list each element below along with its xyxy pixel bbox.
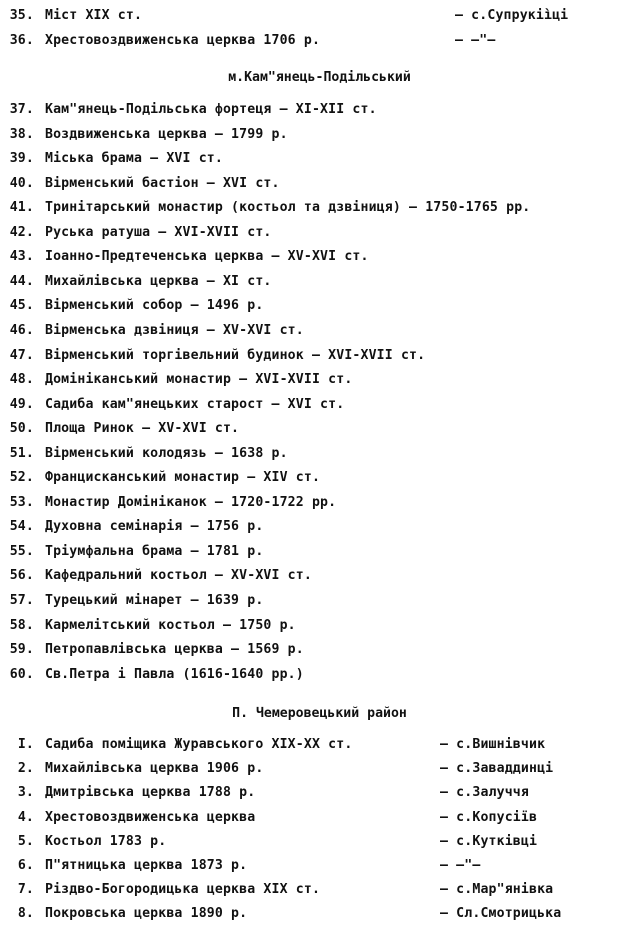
item-text: Дмитрівська церква 1788 р. [45, 785, 256, 801]
item-text: Св.Петра і Павла (1616-1640 рр.) [45, 666, 304, 682]
item-text: Хрестовоздвиженська церква 1706 р. [45, 33, 321, 48]
item-location: – с.Вишнівчик [440, 737, 546, 752]
item-text: Вірменський собор – 1496 р. [45, 298, 264, 314]
item-text: Вірменський бастіон – XVI ст. [45, 175, 280, 191]
item-number: 45. [9, 298, 34, 314]
item-number: 36. [9, 33, 34, 48]
item-text: П"ятницька церква 1873 р. [45, 858, 248, 873]
item-text: Кафедральний костьол – XV-XVI ст. [45, 568, 312, 584]
item-location: – с.Мар"янівка [440, 882, 554, 898]
item-text: Кармелітський костьол – 1750 р. [45, 617, 296, 633]
item-location: – с.Супрукіìці [455, 8, 569, 23]
item-number: 49. [9, 396, 34, 412]
item-number: 38. [9, 126, 34, 142]
item-number: I. [17, 737, 34, 752]
item-number: 7. [17, 882, 34, 898]
item-text: Монастир Домініканок – 1720-1722 рр. [45, 494, 337, 510]
item-number: 51. [9, 445, 34, 461]
item-text: Михайлівська церква 1906 р. [45, 761, 264, 777]
item-number: 47. [9, 347, 34, 363]
item-number: 44. [9, 273, 34, 289]
item-number: 55. [9, 543, 34, 559]
item-number: 2. [17, 761, 34, 777]
item-number: 53. [9, 494, 34, 510]
item-number: 52. [9, 470, 34, 486]
item-text: Покровська церква 1890 р. [45, 906, 248, 922]
item-location: – с.Кутківці [440, 833, 538, 849]
item-number: 43. [9, 249, 34, 265]
item-number: 56. [9, 568, 34, 584]
item-text: Садиба поміщика Журавського XIX-XX ст. [45, 737, 353, 752]
item-number: 5. [17, 833, 34, 849]
item-text: Францисканський монастир – XIV ст. [45, 470, 321, 486]
item-number: 8. [17, 906, 34, 922]
item-text: Вірменський колодязь – 1638 р. [45, 445, 288, 461]
item-number: 41. [9, 200, 34, 216]
item-location: – –"– [440, 858, 481, 873]
item-number: 4. [17, 809, 34, 825]
item-number: 48. [9, 372, 34, 388]
item-location: – с.Заваддинці [440, 761, 554, 777]
item-text: Костьол 1783 р. [45, 833, 167, 849]
item-text: Кам"янець-Подільська фортеця – XI-XII ст. [45, 102, 377, 117]
item-text: Турецький мінарет – 1639 р. [45, 593, 264, 608]
item-location: – –"– [455, 33, 496, 48]
item-number: 39. [9, 151, 34, 167]
item-number: 42. [9, 224, 34, 240]
item-number: 54. [9, 519, 34, 535]
section-heading: П. Чемеровецький район [232, 706, 407, 721]
item-text: Духовна семінарія – 1756 р. [45, 519, 264, 535]
item-text: Михайлівська церква – XI ст. [45, 273, 272, 289]
item-text: Іоанно-Предтеченська церква – XV-XVI ст. [45, 249, 369, 265]
item-text: Вірменська дзвіниця – XV-XVI ст. [45, 322, 304, 338]
item-number: 50. [9, 421, 34, 437]
item-number: 60. [9, 666, 34, 682]
item-number: 40. [9, 175, 34, 191]
item-text: Площа Ринок – XV-XVI ст. [45, 421, 240, 437]
item-number: 58. [9, 617, 34, 633]
item-number: 3. [17, 785, 34, 801]
item-text: Тріумфальна брама – 1781 р. [45, 543, 264, 559]
item-text: Міст XIX ст. [45, 8, 143, 23]
item-text: Різдво-Богородицька церква XIX ст. [45, 882, 321, 898]
item-location: – с.Залуччя [440, 785, 529, 801]
item-number: 57. [9, 593, 34, 608]
item-location: – Сл.Смотрицька [440, 906, 562, 922]
item-text: Воздвиженська церква – 1799 р. [45, 126, 288, 142]
item-location: – с.Копусіїв [440, 809, 538, 825]
item-text: Хрестовоздвиженська церква [45, 809, 256, 825]
item-text: Тринітарський монастир (костьол та дзвіниця) – 1750-1765 рр. [45, 200, 531, 216]
item-text: Домініканський монастир – XVI-XVII ст. [45, 372, 353, 388]
section-heading: м.Кам"янець-Подільський [228, 70, 411, 85]
item-number: 37. [9, 102, 34, 117]
item-text: Руська ратуша – XVI-XVII ст. [45, 224, 272, 240]
item-text: Вірменський торгівельний будинок – XVI-XVII ст. [45, 347, 426, 363]
item-text: Петропавлівська церква – 1569 р. [45, 642, 304, 658]
item-text: Міська брама – XVI ст. [45, 151, 223, 167]
item-number: 6. [17, 858, 34, 873]
item-text: Садиба кам"янецьких старост – XVI ст. [45, 396, 345, 412]
item-number: 59. [9, 642, 34, 658]
item-number: 35. [9, 8, 34, 23]
item-number: 46. [9, 322, 34, 338]
